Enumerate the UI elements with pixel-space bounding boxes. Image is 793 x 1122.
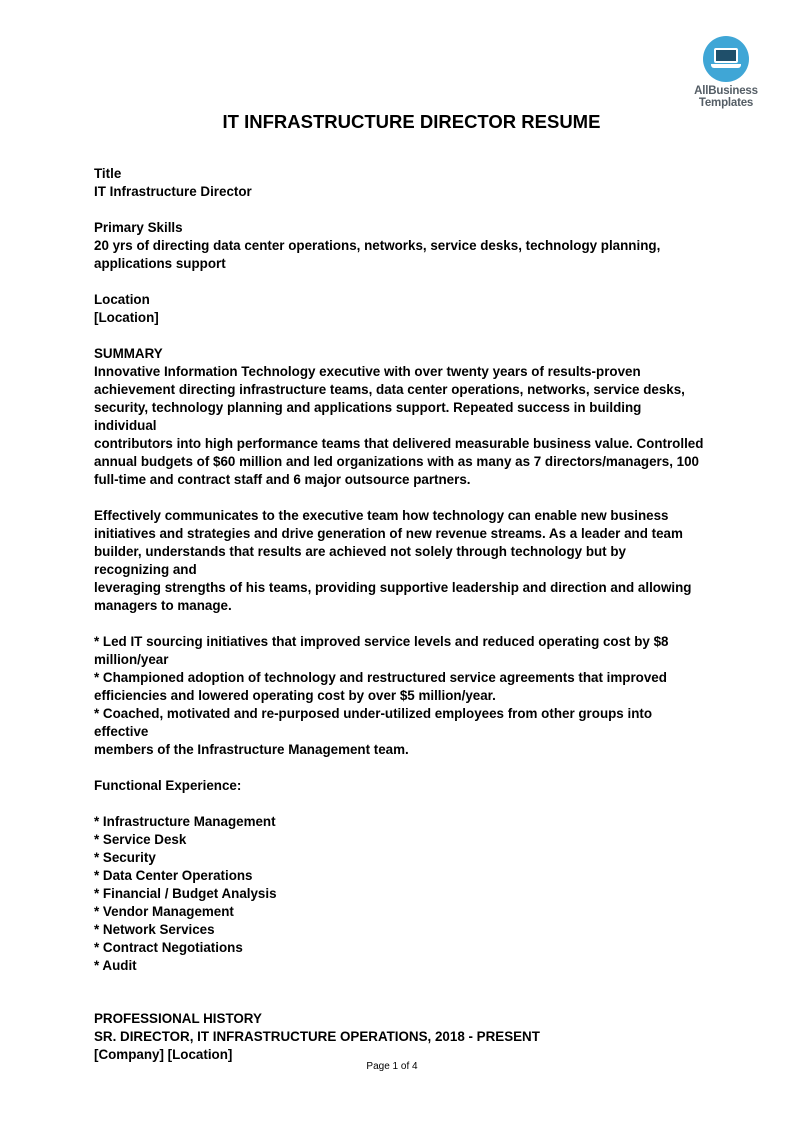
logo-text: AllBusiness Templates [694,85,758,109]
resume-body [94,165,704,1064]
summary-line: security, technology planning and applications support. Repeated success in building individual [94,400,642,433]
summary-line: Innovative Information Technology executive with over twenty years of results-proven [94,364,641,379]
skills-line: 20 yrs of directing data center operations, networks, service desks, technology planning, [94,238,661,253]
title-value: IT Infrastructure Director [94,184,252,199]
history-heading: PROFESSIONAL HISTORY [94,1011,262,1026]
summary-line: initiatives and strategies and drive generation of new revenue streams. As a leader and team [94,526,683,541]
summary-line: annual budgets of $60 million and led organizations with as many as 7 directors/managers, 100 [94,454,699,469]
achievement-line: efficiencies and lowered operating cost by over $5 million/year. [94,688,496,703]
achievement-line: * Championed adoption of technology and restructured service agreements that improved [94,670,667,685]
functional-item: * Security [94,850,156,865]
achievement-line: * Led IT sourcing initiatives that improved service levels and reduced operating cost by $8 [94,634,669,649]
achievement-line: million/year [94,652,169,667]
summary-line: leveraging strengths of his teams, providing supportive leadership and direction and allowing [94,580,692,595]
location-value: [Location] [94,310,159,325]
functional-item: * Contract Negotiations [94,940,243,955]
summary-heading: SUMMARY [94,346,163,361]
summary-line: builder, understands that results are achieved not solely through technology but by recognizing and [94,544,626,577]
skills-line: applications support [94,256,226,271]
functional-item: * Infrastructure Management [94,814,276,829]
page-number: Page 1 of 4 [366,1061,418,1072]
summary-line: contributors into high performance teams that delivered measurable business value. Controlled [94,436,704,451]
summary-line: achievement directing infrastructure teams, data center operations, networks, service desks, [94,382,685,397]
functional-item: * Service Desk [94,832,187,847]
document-title: IT INFRASTRUCTURE DIRECTOR RESUME [222,111,601,132]
functional-item: * Vendor Management [94,904,234,919]
functional-item: * Network Services [94,922,215,937]
title-heading: Title [94,166,122,181]
history-company: [Company] [Location] [94,1047,233,1062]
laptop-icon [703,36,749,82]
functional-item: * Data Center Operations [94,868,253,883]
skills-heading: Primary Skills [94,220,183,235]
achievement-line: * Coached, motivated and re-purposed under-utilized employees from other groups into effective [94,706,653,739]
location-heading: Location [94,292,150,307]
functional-heading: Functional Experience: [94,778,242,793]
history-role: SR. DIRECTOR, IT INFRASTRUCTURE OPERATIONS, 2018 - PRESENT [94,1029,540,1044]
functional-item: * Financial / Budget Analysis [94,886,277,901]
summary-line: managers to manage. [94,598,232,613]
functional-item: * Audit [94,958,137,973]
summary-line: full-time and contract staff and 6 major outsource partners. [94,472,471,487]
allbusiness-logo[interactable] [690,36,762,109]
achievement-line: members of the Infrastructure Management team. [94,742,409,757]
summary-line: Effectively communicates to the executive team how technology can enable new business [94,508,669,523]
